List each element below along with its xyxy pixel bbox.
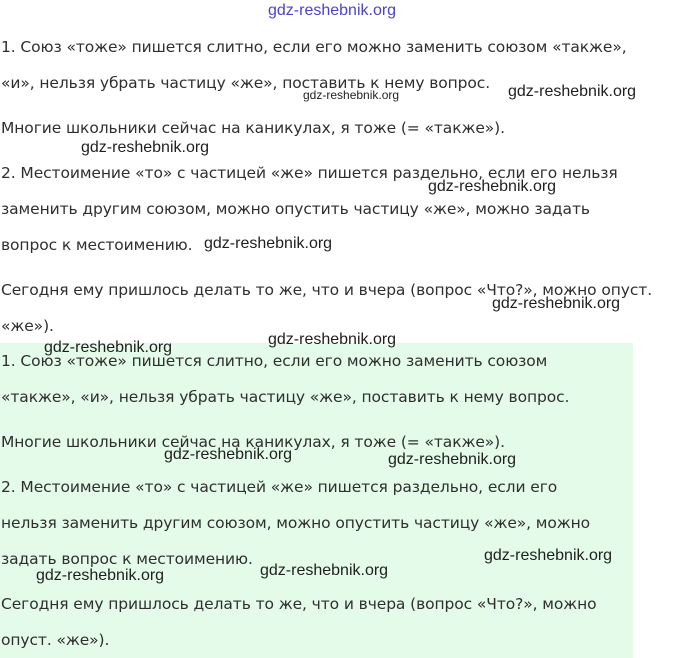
watermark: gdz-reshebnik.org [428, 178, 557, 195]
watermark: gdz-reshebnik.org [268, 331, 397, 348]
s1-line-4: 2. Местоимение «то» с частицей «же» пишется раздельно, если его нельзя [1, 164, 618, 182]
watermark: gdz-reshebnik.org [303, 88, 400, 102]
s1-line-1: 1. Союз «тоже» пишется слитно, если его можно заменить союзом «также», [1, 38, 627, 56]
watermark: gdz-reshebnik.org [44, 339, 173, 356]
s2-line-4: 2. Местоимение «то» с частицей «же» пишется раздельно, если его [1, 478, 558, 496]
s1-line-5: заменить другим союзом, можно опустить частицу «же», можно задать [1, 200, 590, 218]
watermark: gdz-reshebnik.org [484, 547, 613, 564]
s2-line-8: опуст. «же»). [1, 631, 110, 649]
s1-line-2: «и», нельзя убрать частицу «же», поставить к нему вопрос. [1, 74, 491, 92]
watermark: gdz-reshebnik.org [388, 451, 517, 468]
s2-line-7: Сегодня ему пришлось делать то же, что и вчера (вопрос «Что?», можно [1, 595, 597, 613]
s2-line-3: Многие школьники сейчас на каникулах, я тоже (= «также»). [1, 433, 505, 451]
watermark: gdz-reshebnik.org [492, 295, 621, 312]
watermark: gdz-reshebnik.org [508, 83, 637, 100]
s1-line-8: «же»). [1, 317, 54, 335]
watermark: gdz-reshebnik.org [260, 562, 389, 579]
watermark: gdz-reshebnik.org [204, 235, 333, 252]
s1-line-6: вопрос к местоимению. [1, 236, 193, 254]
s2-line-2: «также», «и», нельзя убрать частицу «же», поставить к нему вопрос. [1, 388, 570, 406]
s2-line-1: 1. Союз «тоже» пишется слитно, если его можно заменить союзом [1, 352, 548, 370]
watermark: gdz-reshebnik.org [81, 139, 210, 156]
watermark: gdz-reshebnik.org [36, 567, 165, 584]
watermark: gdz-reshebnik.org [268, 2, 397, 19]
s1-line-3: Многие школьники сейчас на каникулах, я тоже (= «также»). [1, 119, 505, 137]
s2-line-5: нельзя заменить другим союзом, можно опустить частицу «же», можно [1, 514, 591, 532]
s2-line-6: задать вопрос к местоимению. [1, 550, 253, 568]
watermark: gdz-reshebnik.org [164, 446, 293, 463]
s1-line-7: Сегодня ему пришлось делать то же, что и вчера (вопрос «Что?», можно опуст. [1, 281, 653, 299]
